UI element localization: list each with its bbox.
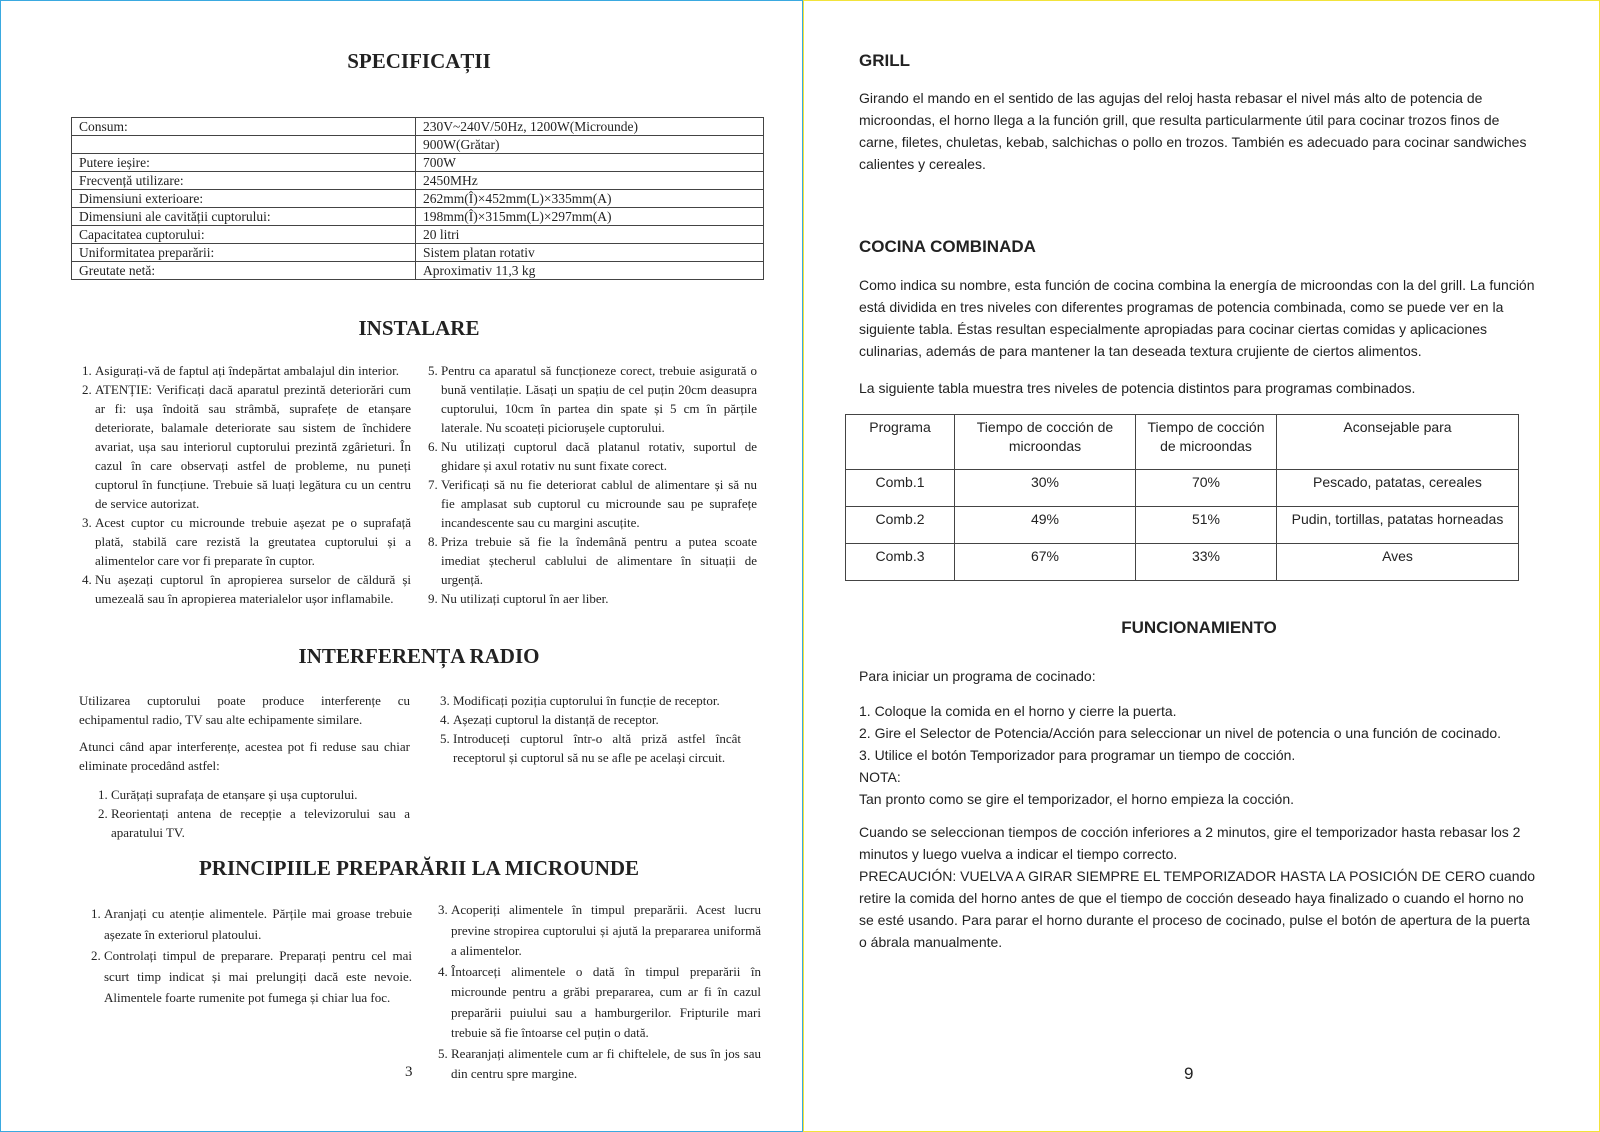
list-item: 5. Rearanjați alimentele cum ar fi chiftelele, de sus în jos sau din centru spre margine. [451,1044,761,1085]
spec-label: Putere ieșire: [72,154,416,172]
list-item: 4. Nu așezați cuptorul în apropierea surselor de căldură și umezeală sau în apropierea materialelor ușor inflamabile. [95,570,411,608]
spec-row [72,154,764,172]
principii-col1 [86,903,412,1008]
radio-list2 [421,691,741,767]
table-header: Programa [846,415,955,470]
spec-value: 700W [416,154,764,172]
spec-row [72,262,764,280]
grill-title: GRILL [859,51,910,70]
page-number-right: 9 [1184,1064,1194,1083]
func-p2: Cuando se seleccionan tiempos de cocción inferiores a 2 minutos, gire el temporizador hasta rebasar los 2 minutos y luego vuelva a indicar el tiempo correcto. [859,824,1521,862]
table-cell: Pudin, tortillas, patatas horneadas [1277,507,1519,544]
table-cell: Comb.1 [846,470,955,507]
spec-row [72,118,764,136]
list-item: 1. Asigurați-vă de faptul ați îndepărtat ambalajul din interior. [95,361,411,380]
spec-label [72,136,416,154]
spec-label: Dimensiuni ale cavității cuptorului: [72,208,416,226]
table-cell: 70% [1136,470,1277,507]
page-number-left: 3 [405,1064,413,1080]
radio-list1 [79,785,410,842]
func-note-label: NOTA: [859,769,901,785]
spec-label: Capacitatea cuptorului: [72,226,416,244]
table-cell: 33% [1136,544,1277,581]
list-item: 8. Priza trebuie să fie la îndemână pentru a putea scoate imediat ștecherul cablului de alimentare în situații de urgență. [441,532,757,589]
spec-label: Consum: [72,118,416,136]
list-item: 3. Acest cuptor cu microunde trebuie așezat pe o suprafață plată, stabilă care rezistă la greutatea cuptorului și a alimentelor care vor fi preparate în cuptor. [95,513,411,570]
tabla-intro: La siguiente tabla muestra tres niveles de potencia distintos para programas combinados. [859,380,1416,396]
table-header: Tiempo de cocción de microondas [1136,415,1277,470]
spec-label: Frecvență utilizare: [72,172,416,190]
table-cell: Aves [1277,544,1519,581]
table-header-row [846,415,1519,470]
spec-row [72,226,764,244]
radio-title: INTERFERENȚA RADIO [298,644,540,668]
instalare-col2 [423,361,757,608]
principii-col2 [433,900,761,1085]
list-item: 1. Aranjați cu atenție alimentele. Părțile mai groase trebuie așezate în exteriorul platoului. [104,903,412,945]
radio-p1: Utilizarea cuptorului poate produce interferențe cu echipamentul radio, TV sau alte echipamente similare. [79,693,410,727]
table-cell: 67% [955,544,1136,581]
radio-p2: Atunci când apar interferențe, acestea pot fi reduse sau chiar eliminate procedând astfel: [79,739,410,773]
table-header: Tiempo de cocción de microondas [955,415,1136,470]
func-p3: PRECAUCIÓN: VUELVA A GIRAR SIEMPRE EL TEMPORIZADOR HASTA LA POSICIÓN DE CERO cuando retire la comida del horno antes de que el tiempo de cocción deseado haya finalizado o cuando el horno no se esté usando. Para parar el horno durante el proceso de cocinado, pulse el botón de apertura de la puerta o ábrala manualmente. [859,868,1536,950]
spec-label: Greutate netă: [72,262,416,280]
spec-value: 2450MHz [416,172,764,190]
spec-label: Dimensiuni exterioare: [72,190,416,208]
spec-label: Uniformitatea preparării: [72,244,416,262]
func-step: 3. Utilice el botón Temporizador para programar un tiempo de cocción. [859,747,1296,763]
spec-value: 198mm(Î)×315mm(L)×297mm(A) [416,208,764,226]
list-item: 2. Reorientați antena de recepție a televizorului sau a aparatului TV. [111,804,410,842]
table-cell: Comb.3 [846,544,955,581]
table-row [846,470,1519,507]
spec-row [72,208,764,226]
spec-title: SPECIFICAȚII [347,49,491,73]
list-item: 6. Nu utilizați cuptorul dacă platanul rotativ, suportul de ghidare și axul rotativ nu sunt fixate corect. [441,437,757,475]
combinada-title: COCINA COMBINADA [859,237,1036,256]
list-item: 4. Întoarceți alimentele o dată în timpul preparării în microunde pentru a grăbi prepararea, cum ar fi în cazul preparării puiului sau a hamburgerilor. Fripturile mari trebuie să fie întoarse cel puțin o dată. [451,962,761,1044]
list-item: 3. Acoperiți alimentele în timpul preparării. Acest lucru previne stropirea cuptorului și ajută la prepararea uniformă a alimentelor. [451,900,761,962]
instalare-col1 [77,361,411,608]
table-cell: 49% [955,507,1136,544]
table-cell: Comb.2 [846,507,955,544]
list-item: 2. ATENȚIE: Verificați dacă aparatul prezintă deteriorări cum ar fi: ușa îndoită sau strâmbă, suprafețe de etanșare deteriorate, balamale deteriorate sau sistem de închidere avariat, ușa sau interiorul cuptorului prezintă zgârieturi. În cazul în care observați astfel de probleme, nu puneți cuptorul în funcțiune. Trebuie să luați legătura cu un centru de service autorizat. [95,380,411,513]
list-item: 1. Curățați suprafața de etanșare și ușa cuptorului. [111,785,410,804]
list-item: 4. Așezați cuptorul la distanță de receptor. [453,710,741,729]
list-item: 5. Pentru ca aparatul să funcționeze corect, trebuie asigurată o bună ventilație. Lăsați un spațiu de cel puțin 20cm deasupra cuptorului, 10cm în partea din spate și 5 cm în părțile laterale. Nu scoateți piciorușele cuptorului. [441,361,757,437]
func-intro: Para iniciar un programa de cocinado: [859,668,1096,684]
spec-value: 262mm(Î)×452mm(L)×335mm(A) [416,190,764,208]
table-cell: 30% [955,470,1136,507]
right-page [803,0,1600,1132]
list-item: 3. Modificați poziția cuptorului în funcție de receptor. [453,691,741,710]
spec-value: 900W(Grătar) [416,136,764,154]
spec-value: Aproximativ 11,3 kg [416,262,764,280]
spec-table [71,117,764,280]
list-item: 7. Verificați să nu fie deteriorat cablul de alimentare și să nu fie amplasat sub cuptorul cu microunde sau pe suprafețe incandescente sau cu margini ascuțite. [441,475,757,532]
spec-value: Sistem platan rotativ [416,244,764,262]
list-item: 2. Controlați timpul de preparare. Preparați pentru cel mai scurt timp indicat și mai prelungiți dacă este nevoie. Alimentele foarte rumenite pot fumega și chiar lua foc. [104,945,412,1008]
combination-table [845,414,1519,581]
table-header: Aconsejable para [1277,415,1519,470]
grill-text: Girando el mando en el sentido de las agujas del reloj hasta rebasar el nivel más alto de potencia de microondas, el horno llega a la función grill, que resulta particularmente útil para cocinar trozos finos de carne, filetes, chuletas, kebab, salchichas o pollo en trozos. También es adecuado para cocinar sandwiches calientes y cereales. [859,90,1527,172]
func-steps [859,700,1549,810]
spec-row [72,190,764,208]
list-item: 9. Nu utilizați cuptorul în aer liber. [441,589,757,608]
spec-row [72,244,764,262]
func-title: FUNCIONAMIENTO [1121,618,1277,637]
spec-value: 230V~240V/50Hz, 1200W(Microunde) [416,118,764,136]
table-cell: 51% [1136,507,1277,544]
func-step: 1. Coloque la comida en el horno y cierre la puerta. [859,703,1177,719]
combinada-text: Como indica su nombre, esta función de cocina combina la energía de microondas con la del grill. La función está dividida en tres niveles con diferentes programas de potencia combinada, como se puede ver en la siguiente tabla. Éstas resultan especialmente apropiadas para cocinar ciertas comidas y aplicaciones culinarias, además de para mantener la tan deseada textura crujiente de ciertos alimentos. [859,277,1535,359]
table-row [846,507,1519,544]
instalare-title: INSTALARE [358,316,480,340]
spec-row [72,136,764,154]
func-step: 2. Gire el Selector de Potencia/Acción para seleccionar un nivel de potencia o una función de cocinado. [859,725,1502,741]
spec-row [72,172,764,190]
principii-title: PRINCIPIILE PREPARĂRII LA MICROUNDE [198,856,640,880]
func-note: Tan pronto como se gire el temporizador, el horno empieza la cocción. [859,791,1295,807]
table-row [846,544,1519,581]
spec-value: 20 litri [416,226,764,244]
list-item: 5. Introduceți cuptorul într-o altă priză astfel încât receptorul și cuptorul să nu se afle pe același circuit. [453,729,741,767]
table-cell: Pescado, patatas, cereales [1277,470,1519,507]
